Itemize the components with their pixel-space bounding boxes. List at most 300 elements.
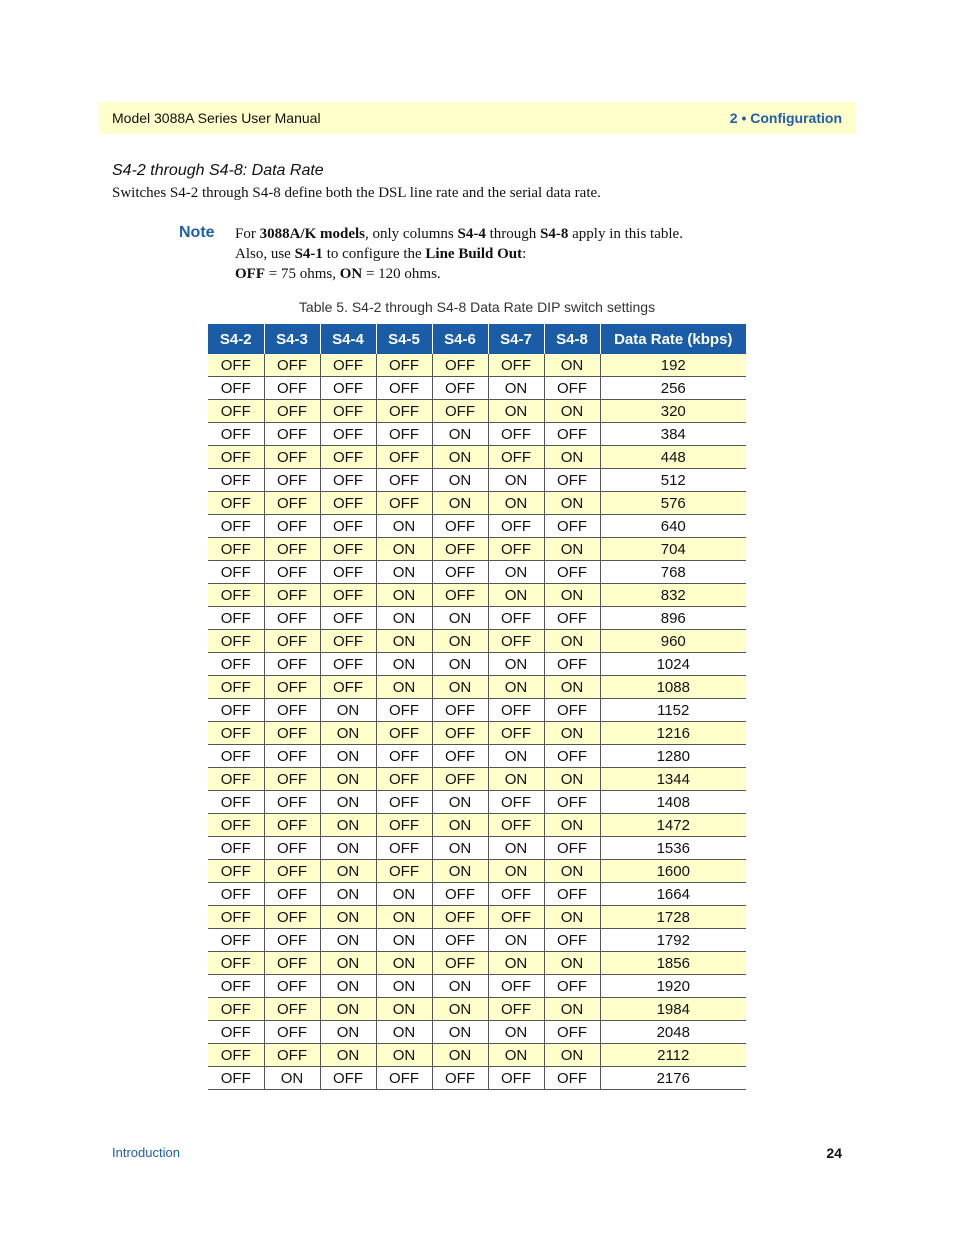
switch-setting-cell: ON: [320, 722, 376, 745]
switch-setting-cell: ON: [320, 699, 376, 722]
data-rate-cell: 2048: [600, 1021, 746, 1044]
switch-setting-cell: OFF: [432, 584, 488, 607]
table-row: [208, 400, 746, 423]
switch-setting-cell: ON: [544, 400, 600, 423]
switch-setting-cell: ON: [544, 952, 600, 975]
footer-section-name: Introduction: [112, 1145, 180, 1160]
switch-setting-cell: OFF: [488, 423, 544, 446]
table-row: [208, 952, 746, 975]
section-heading: S4-2 through S4-8: Data Rate: [112, 162, 324, 179]
data-rate-cell: 832: [600, 584, 746, 607]
column-header: S4-8: [544, 324, 600, 354]
switch-setting-cell: OFF: [488, 883, 544, 906]
switch-setting-cell: OFF: [208, 998, 264, 1021]
switch-setting-cell: ON: [376, 929, 432, 952]
table-row: [208, 883, 746, 906]
switch-setting-cell: OFF: [264, 768, 320, 791]
switch-setting-cell: OFF: [544, 561, 600, 584]
table-body: [208, 354, 746, 1090]
table-row: [208, 423, 746, 446]
switch-setting-cell: OFF: [544, 975, 600, 998]
switch-setting-cell: ON: [264, 1067, 320, 1090]
switch-setting-cell: ON: [544, 860, 600, 883]
switch-setting-cell: OFF: [488, 630, 544, 653]
switch-setting-cell: OFF: [376, 768, 432, 791]
dip-switch-table: [208, 324, 746, 1090]
data-rate-cell: 448: [600, 446, 746, 469]
switch-setting-cell: ON: [432, 860, 488, 883]
switch-setting-cell: OFF: [320, 1067, 376, 1090]
switch-setting-cell: OFF: [264, 722, 320, 745]
switch-setting-cell: OFF: [544, 423, 600, 446]
switch-setting-cell: OFF: [544, 653, 600, 676]
switch-setting-cell: OFF: [488, 446, 544, 469]
table-caption: Table 5. S4-2 through S4-8 Data Rate DIP switch settings: [298, 299, 656, 315]
data-rate-cell: 1984: [600, 998, 746, 1021]
switch-setting-cell: OFF: [320, 377, 376, 400]
switch-setting-cell: ON: [488, 952, 544, 975]
chapter-title: 2 • Configuration: [729, 110, 842, 126]
data-rate-cell: 576: [600, 492, 746, 515]
switch-setting-cell: OFF: [432, 354, 488, 377]
data-rate-cell: 320: [600, 400, 746, 423]
switch-setting-cell: OFF: [320, 653, 376, 676]
switch-setting-cell: ON: [544, 492, 600, 515]
switch-setting-cell: OFF: [376, 791, 432, 814]
switch-setting-cell: OFF: [488, 722, 544, 745]
switch-setting-cell: OFF: [208, 975, 264, 998]
switch-setting-cell: OFF: [488, 607, 544, 630]
page-number: 24: [826, 1145, 842, 1161]
switch-setting-cell: OFF: [264, 377, 320, 400]
switch-setting-cell: OFF: [264, 929, 320, 952]
switch-setting-cell: OFF: [320, 584, 376, 607]
data-rate-cell: 1728: [600, 906, 746, 929]
data-rate-cell: 1024: [600, 653, 746, 676]
switch-setting-cell: OFF: [264, 791, 320, 814]
note-body: [235, 224, 683, 284]
switch-setting-cell: OFF: [544, 883, 600, 906]
switch-setting-cell: ON: [432, 837, 488, 860]
switch-setting-cell: ON: [432, 423, 488, 446]
switch-setting-cell: OFF: [432, 377, 488, 400]
switch-setting-cell: OFF: [208, 837, 264, 860]
switch-setting-cell: OFF: [208, 446, 264, 469]
data-rate-cell: 192: [600, 354, 746, 377]
switch-setting-cell: OFF: [544, 1067, 600, 1090]
switch-setting-cell: OFF: [264, 607, 320, 630]
switch-setting-cell: OFF: [376, 837, 432, 860]
switch-setting-cell: OFF: [208, 423, 264, 446]
data-rate-cell: 960: [600, 630, 746, 653]
switch-setting-cell: ON: [488, 1021, 544, 1044]
switch-setting-cell: ON: [376, 584, 432, 607]
switch-setting-cell: ON: [432, 1021, 488, 1044]
switch-setting-cell: ON: [432, 676, 488, 699]
data-rate-cell: 256: [600, 377, 746, 400]
switch-setting-cell: OFF: [208, 1044, 264, 1067]
switch-setting-cell: OFF: [320, 561, 376, 584]
switch-setting-cell: OFF: [488, 975, 544, 998]
switch-setting-cell: ON: [320, 768, 376, 791]
switch-setting-cell: OFF: [432, 561, 488, 584]
switch-setting-cell: ON: [376, 998, 432, 1021]
data-rate-cell: 1664: [600, 883, 746, 906]
table-header-row: [208, 324, 746, 354]
switch-setting-cell: ON: [432, 975, 488, 998]
table-row: [208, 1067, 746, 1090]
switch-setting-cell: ON: [376, 676, 432, 699]
switch-setting-cell: ON: [544, 722, 600, 745]
switch-setting-cell: ON: [488, 561, 544, 584]
switch-setting-cell: OFF: [320, 607, 376, 630]
switch-setting-cell: OFF: [264, 975, 320, 998]
switch-setting-cell: ON: [488, 584, 544, 607]
switch-setting-cell: OFF: [264, 860, 320, 883]
switch-setting-cell: OFF: [432, 400, 488, 423]
switch-setting-cell: OFF: [264, 584, 320, 607]
switch-setting-cell: OFF: [432, 929, 488, 952]
switch-setting-cell: ON: [320, 998, 376, 1021]
switch-setting-cell: OFF: [376, 423, 432, 446]
table-row: [208, 630, 746, 653]
switch-setting-cell: ON: [432, 492, 488, 515]
switch-setting-cell: OFF: [208, 469, 264, 492]
switch-setting-cell: ON: [488, 492, 544, 515]
intro-paragraph: Switches S4-2 through S4-8 define both the DSL line rate and the serial data rate.: [112, 185, 601, 201]
switch-setting-cell: OFF: [208, 699, 264, 722]
switch-setting-cell: OFF: [264, 492, 320, 515]
switch-setting-cell: ON: [320, 975, 376, 998]
switch-setting-cell: OFF: [432, 515, 488, 538]
data-rate-cell: 768: [600, 561, 746, 584]
switch-setting-cell: OFF: [264, 699, 320, 722]
switch-setting-cell: ON: [432, 469, 488, 492]
switch-setting-cell: OFF: [264, 998, 320, 1021]
switch-setting-cell: OFF: [208, 354, 264, 377]
table-row: [208, 515, 746, 538]
switch-setting-cell: OFF: [544, 607, 600, 630]
switch-setting-cell: ON: [544, 814, 600, 837]
switch-setting-cell: OFF: [376, 354, 432, 377]
switch-setting-cell: ON: [320, 906, 376, 929]
switch-setting-cell: OFF: [264, 952, 320, 975]
switch-setting-cell: ON: [432, 1044, 488, 1067]
switch-setting-cell: OFF: [320, 515, 376, 538]
table-row: [208, 745, 746, 768]
switch-setting-cell: OFF: [488, 998, 544, 1021]
switch-setting-cell: OFF: [376, 745, 432, 768]
switch-setting-cell: OFF: [264, 469, 320, 492]
switch-setting-cell: OFF: [544, 469, 600, 492]
switch-setting-cell: OFF: [264, 446, 320, 469]
table-row: [208, 653, 746, 676]
switch-setting-cell: ON: [320, 883, 376, 906]
note-label: Note: [179, 224, 215, 241]
switch-setting-cell: ON: [488, 745, 544, 768]
switch-setting-cell: OFF: [320, 630, 376, 653]
switch-setting-cell: OFF: [544, 1021, 600, 1044]
switch-setting-cell: OFF: [432, 745, 488, 768]
switch-setting-cell: OFF: [488, 699, 544, 722]
data-rate-cell: 1280: [600, 745, 746, 768]
switch-setting-cell: ON: [376, 607, 432, 630]
table-row: [208, 607, 746, 630]
column-header: S4-4: [320, 324, 376, 354]
switch-setting-cell: OFF: [376, 699, 432, 722]
switch-setting-cell: OFF: [208, 745, 264, 768]
switch-setting-cell: ON: [376, 1044, 432, 1067]
switch-setting-cell: OFF: [208, 515, 264, 538]
switch-setting-cell: ON: [376, 906, 432, 929]
switch-setting-cell: OFF: [320, 354, 376, 377]
switch-setting-cell: OFF: [544, 745, 600, 768]
switch-setting-cell: OFF: [376, 1067, 432, 1090]
column-header: S4-5: [376, 324, 432, 354]
switch-setting-cell: ON: [488, 929, 544, 952]
table-row: [208, 584, 746, 607]
switch-setting-cell: OFF: [208, 584, 264, 607]
manual-title: Model 3088A Series User Manual: [112, 110, 321, 126]
switch-setting-cell: OFF: [264, 883, 320, 906]
switch-setting-cell: ON: [544, 354, 600, 377]
switch-setting-cell: OFF: [208, 791, 264, 814]
table-row: [208, 722, 746, 745]
switch-setting-cell: OFF: [264, 630, 320, 653]
switch-setting-cell: ON: [488, 400, 544, 423]
switch-setting-cell: ON: [320, 860, 376, 883]
table-row: [208, 929, 746, 952]
switch-setting-cell: ON: [488, 469, 544, 492]
switch-setting-cell: OFF: [432, 699, 488, 722]
switch-setting-cell: OFF: [208, 561, 264, 584]
note-line-1: For 3088A/K models, only columns S4-4 through S4-8 apply in this table.: [235, 226, 683, 242]
data-rate-cell: 896: [600, 607, 746, 630]
data-rate-cell: 1088: [600, 676, 746, 699]
note-line-3: OFF = 75 ohms, ON = 120 ohms.: [235, 266, 441, 282]
switch-setting-cell: OFF: [264, 676, 320, 699]
switch-setting-cell: OFF: [488, 515, 544, 538]
switch-setting-cell: OFF: [208, 630, 264, 653]
column-header: S4-2: [208, 324, 264, 354]
table-row: [208, 814, 746, 837]
switch-setting-cell: OFF: [432, 883, 488, 906]
table-row: [208, 469, 746, 492]
switch-setting-cell: ON: [544, 906, 600, 929]
switch-setting-cell: OFF: [264, 653, 320, 676]
switch-setting-cell: OFF: [432, 768, 488, 791]
switch-setting-cell: OFF: [376, 722, 432, 745]
table-row: [208, 377, 746, 400]
switch-setting-cell: OFF: [208, 883, 264, 906]
switch-setting-cell: ON: [544, 446, 600, 469]
switch-setting-cell: OFF: [264, 515, 320, 538]
switch-setting-cell: OFF: [320, 446, 376, 469]
switch-setting-cell: OFF: [432, 538, 488, 561]
switch-setting-cell: ON: [488, 860, 544, 883]
switch-setting-cell: OFF: [376, 377, 432, 400]
running-header: [99, 102, 856, 134]
switch-setting-cell: ON: [432, 814, 488, 837]
switch-setting-cell: OFF: [320, 469, 376, 492]
switch-setting-cell: OFF: [208, 906, 264, 929]
data-rate-cell: 2112: [600, 1044, 746, 1067]
table-row: [208, 676, 746, 699]
switch-setting-cell: OFF: [488, 354, 544, 377]
switch-setting-cell: OFF: [264, 837, 320, 860]
switch-setting-cell: OFF: [376, 400, 432, 423]
table-row: [208, 561, 746, 584]
table-row: [208, 1021, 746, 1044]
table-row: [208, 538, 746, 561]
switch-setting-cell: OFF: [432, 952, 488, 975]
switch-setting-cell: OFF: [208, 492, 264, 515]
switch-setting-cell: ON: [432, 998, 488, 1021]
switch-setting-cell: ON: [376, 1021, 432, 1044]
switch-setting-cell: ON: [376, 538, 432, 561]
column-header: S4-3: [264, 324, 320, 354]
table-row: [208, 998, 746, 1021]
table-row: [208, 791, 746, 814]
data-rate-cell: 1920: [600, 975, 746, 998]
switch-setting-cell: OFF: [432, 906, 488, 929]
table-row: [208, 699, 746, 722]
switch-setting-cell: OFF: [376, 446, 432, 469]
switch-setting-cell: OFF: [264, 814, 320, 837]
switch-setting-cell: OFF: [208, 1067, 264, 1090]
switch-setting-cell: ON: [320, 837, 376, 860]
switch-setting-cell: OFF: [208, 768, 264, 791]
switch-setting-cell: OFF: [488, 906, 544, 929]
column-header: Data Rate (kbps): [600, 324, 746, 354]
data-rate-cell: 384: [600, 423, 746, 446]
table-row: [208, 975, 746, 998]
data-rate-cell: 512: [600, 469, 746, 492]
data-rate-cell: 1472: [600, 814, 746, 837]
switch-setting-cell: ON: [488, 768, 544, 791]
switch-setting-cell: ON: [544, 1044, 600, 1067]
data-rate-cell: 1344: [600, 768, 746, 791]
switch-setting-cell: OFF: [376, 860, 432, 883]
switch-setting-cell: OFF: [320, 423, 376, 446]
table-row: [208, 860, 746, 883]
switch-setting-cell: OFF: [376, 492, 432, 515]
switch-setting-cell: OFF: [264, 1044, 320, 1067]
switch-setting-cell: ON: [376, 975, 432, 998]
data-rate-cell: 1152: [600, 699, 746, 722]
switch-setting-cell: OFF: [488, 814, 544, 837]
data-rate-cell: 1792: [600, 929, 746, 952]
switch-setting-cell: ON: [320, 745, 376, 768]
switch-setting-cell: OFF: [432, 1067, 488, 1090]
switch-setting-cell: ON: [544, 584, 600, 607]
column-header: S4-7: [488, 324, 544, 354]
switch-setting-cell: ON: [432, 607, 488, 630]
switch-setting-cell: OFF: [264, 423, 320, 446]
column-header: S4-6: [432, 324, 488, 354]
table-row: [208, 837, 746, 860]
switch-setting-cell: ON: [376, 653, 432, 676]
switch-setting-cell: OFF: [320, 400, 376, 423]
table-row: [208, 906, 746, 929]
switch-setting-cell: OFF: [488, 1067, 544, 1090]
switch-setting-cell: ON: [488, 1044, 544, 1067]
switch-setting-cell: OFF: [376, 469, 432, 492]
switch-setting-cell: ON: [376, 515, 432, 538]
switch-setting-cell: ON: [320, 929, 376, 952]
switch-setting-cell: ON: [488, 676, 544, 699]
switch-setting-cell: ON: [432, 446, 488, 469]
switch-setting-cell: OFF: [544, 929, 600, 952]
data-rate-cell: 1856: [600, 952, 746, 975]
switch-setting-cell: ON: [488, 653, 544, 676]
data-rate-cell: 704: [600, 538, 746, 561]
switch-setting-cell: ON: [544, 998, 600, 1021]
switch-setting-cell: OFF: [320, 676, 376, 699]
switch-setting-cell: OFF: [208, 722, 264, 745]
data-rate-cell: 2176: [600, 1067, 746, 1090]
switch-setting-cell: ON: [320, 814, 376, 837]
switch-setting-cell: OFF: [208, 538, 264, 561]
switch-setting-cell: OFF: [208, 653, 264, 676]
switch-setting-cell: ON: [432, 653, 488, 676]
switch-setting-cell: OFF: [544, 791, 600, 814]
switch-setting-cell: ON: [432, 630, 488, 653]
switch-setting-cell: OFF: [488, 791, 544, 814]
switch-setting-cell: OFF: [264, 745, 320, 768]
switch-setting-cell: OFF: [320, 538, 376, 561]
switch-setting-cell: OFF: [208, 400, 264, 423]
switch-setting-cell: OFF: [544, 515, 600, 538]
switch-setting-cell: ON: [544, 630, 600, 653]
data-rate-cell: 1600: [600, 860, 746, 883]
switch-setting-cell: OFF: [208, 377, 264, 400]
switch-setting-cell: OFF: [544, 837, 600, 860]
data-rate-cell: 1216: [600, 722, 746, 745]
switch-setting-cell: OFF: [208, 952, 264, 975]
switch-setting-cell: OFF: [488, 538, 544, 561]
table-row: [208, 1044, 746, 1067]
switch-setting-cell: ON: [488, 837, 544, 860]
data-rate-cell: 1408: [600, 791, 746, 814]
switch-setting-cell: OFF: [264, 1021, 320, 1044]
table-row: [208, 354, 746, 377]
switch-setting-cell: ON: [376, 883, 432, 906]
switch-setting-cell: ON: [320, 1044, 376, 1067]
switch-setting-cell: OFF: [544, 699, 600, 722]
table-row: [208, 446, 746, 469]
switch-setting-cell: OFF: [208, 929, 264, 952]
switch-setting-cell: OFF: [264, 561, 320, 584]
switch-setting-cell: OFF: [208, 607, 264, 630]
switch-setting-cell: OFF: [320, 492, 376, 515]
switch-setting-cell: OFF: [208, 1021, 264, 1044]
table-row: [208, 768, 746, 791]
switch-setting-cell: OFF: [264, 400, 320, 423]
data-rate-cell: 640: [600, 515, 746, 538]
switch-setting-cell: OFF: [208, 814, 264, 837]
switch-setting-cell: ON: [320, 1021, 376, 1044]
switch-setting-cell: ON: [544, 768, 600, 791]
switch-setting-cell: OFF: [208, 860, 264, 883]
note-line-2: Also, use S4-1 to configure the Line Build Out:: [235, 246, 527, 262]
switch-setting-cell: ON: [544, 538, 600, 561]
switch-setting-cell: OFF: [432, 722, 488, 745]
switch-setting-cell: OFF: [264, 906, 320, 929]
switch-setting-cell: OFF: [376, 814, 432, 837]
switch-setting-cell: ON: [488, 377, 544, 400]
switch-setting-cell: ON: [320, 791, 376, 814]
